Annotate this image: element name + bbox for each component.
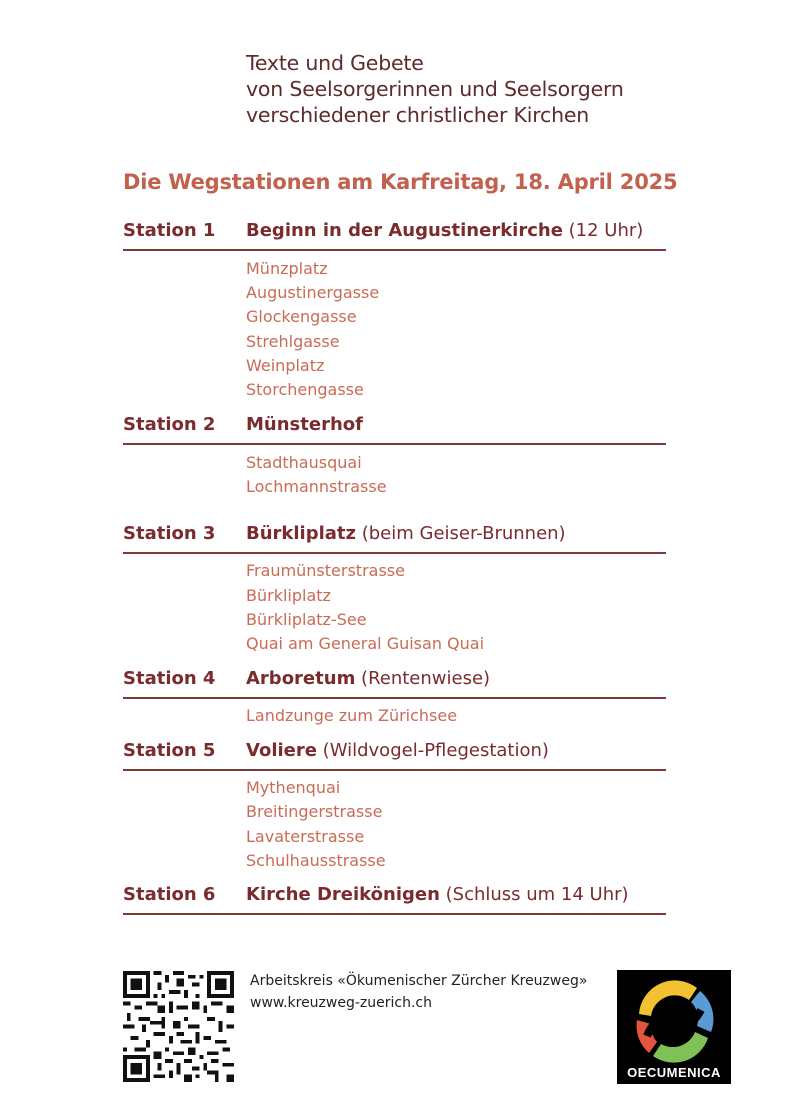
intro-line-1: Texte und Gebete bbox=[246, 51, 424, 75]
organization-name: Arbeitskreis «Ökumenischer Zürcher Kreuzweg» bbox=[250, 973, 588, 989]
website-link[interactable]: www.kreuzweg-zuerich.ch bbox=[250, 995, 432, 1011]
station-title: Bürkliplatz bbox=[246, 523, 357, 544]
station-title: Beginn in der Augustinerkirche bbox=[246, 220, 563, 241]
street: Augustinergasse bbox=[246, 283, 380, 302]
station-title: Voliere bbox=[246, 740, 317, 761]
station-2-row bbox=[123, 414, 666, 445]
street: Weinplatz bbox=[246, 356, 325, 375]
station-note: (beim Geiser-Brunnen) bbox=[356, 523, 566, 544]
street: Lochmannstrasse bbox=[246, 477, 387, 496]
station-name bbox=[246, 220, 643, 241]
station-note: (Wildvogel-Pflegestation) bbox=[316, 740, 549, 761]
station-name bbox=[246, 414, 363, 435]
street: Quai am General Guisan Quai bbox=[246, 634, 485, 653]
page-heading: Die Wegstationen am Karfreitag, 18. April 2025 bbox=[123, 170, 678, 194]
street: Stadthausquai bbox=[246, 453, 362, 472]
station-6-row bbox=[123, 884, 666, 915]
station-1-row bbox=[123, 220, 666, 251]
intro-text bbox=[246, 50, 624, 128]
street: Schulhausstrasse bbox=[246, 851, 386, 870]
station-title: Arboretum bbox=[246, 668, 356, 689]
street: Mythenquai bbox=[246, 778, 341, 797]
station-name bbox=[246, 668, 490, 689]
station-note: (Schluss um 14 Uhr) bbox=[439, 884, 629, 905]
street: Storchengasse bbox=[246, 380, 364, 399]
station-label: Station 1 bbox=[123, 220, 216, 241]
station-name bbox=[246, 884, 629, 905]
station-5-row bbox=[123, 740, 666, 771]
station-name bbox=[246, 740, 549, 761]
street: Bürkliplatz bbox=[246, 586, 331, 605]
intro-line-2: von Seelsorgerinnen und Seelsorgern bbox=[246, 77, 624, 101]
station-label: Station 4 bbox=[123, 668, 216, 689]
intro-line-3: verschiedener christlicher Kirchen bbox=[246, 103, 590, 127]
street: Fraumünsterstrasse bbox=[246, 561, 405, 580]
street: Lavaterstrasse bbox=[246, 827, 365, 846]
street: Landzunge zum Zürichsee bbox=[246, 706, 458, 725]
qr-code-icon[interactable] bbox=[123, 971, 234, 1082]
station-label: Station 6 bbox=[123, 884, 216, 905]
logo-label: OECUMENICA bbox=[627, 1065, 721, 1080]
station-title: Münsterhof bbox=[246, 414, 363, 435]
station-label: Station 5 bbox=[123, 740, 216, 761]
street: Strehlgasse bbox=[246, 332, 340, 351]
street: Breitingerstrasse bbox=[246, 802, 383, 821]
oecumenica-logo bbox=[617, 970, 731, 1084]
street: Bürkliplatz-See bbox=[246, 610, 367, 629]
station-label: Station 3 bbox=[123, 523, 216, 544]
station-4-row bbox=[123, 668, 666, 699]
station-name bbox=[246, 523, 566, 544]
footer-info bbox=[250, 970, 587, 1014]
station-note: (Rentenwiese) bbox=[355, 668, 491, 689]
station-label: Station 2 bbox=[123, 414, 216, 435]
station-title: Kirche Dreikönigen bbox=[246, 884, 440, 905]
station-3-row bbox=[123, 523, 666, 554]
street: Münzplatz bbox=[246, 259, 328, 278]
street: Glockengasse bbox=[246, 307, 357, 326]
station-note: (12 Uhr) bbox=[562, 220, 644, 241]
